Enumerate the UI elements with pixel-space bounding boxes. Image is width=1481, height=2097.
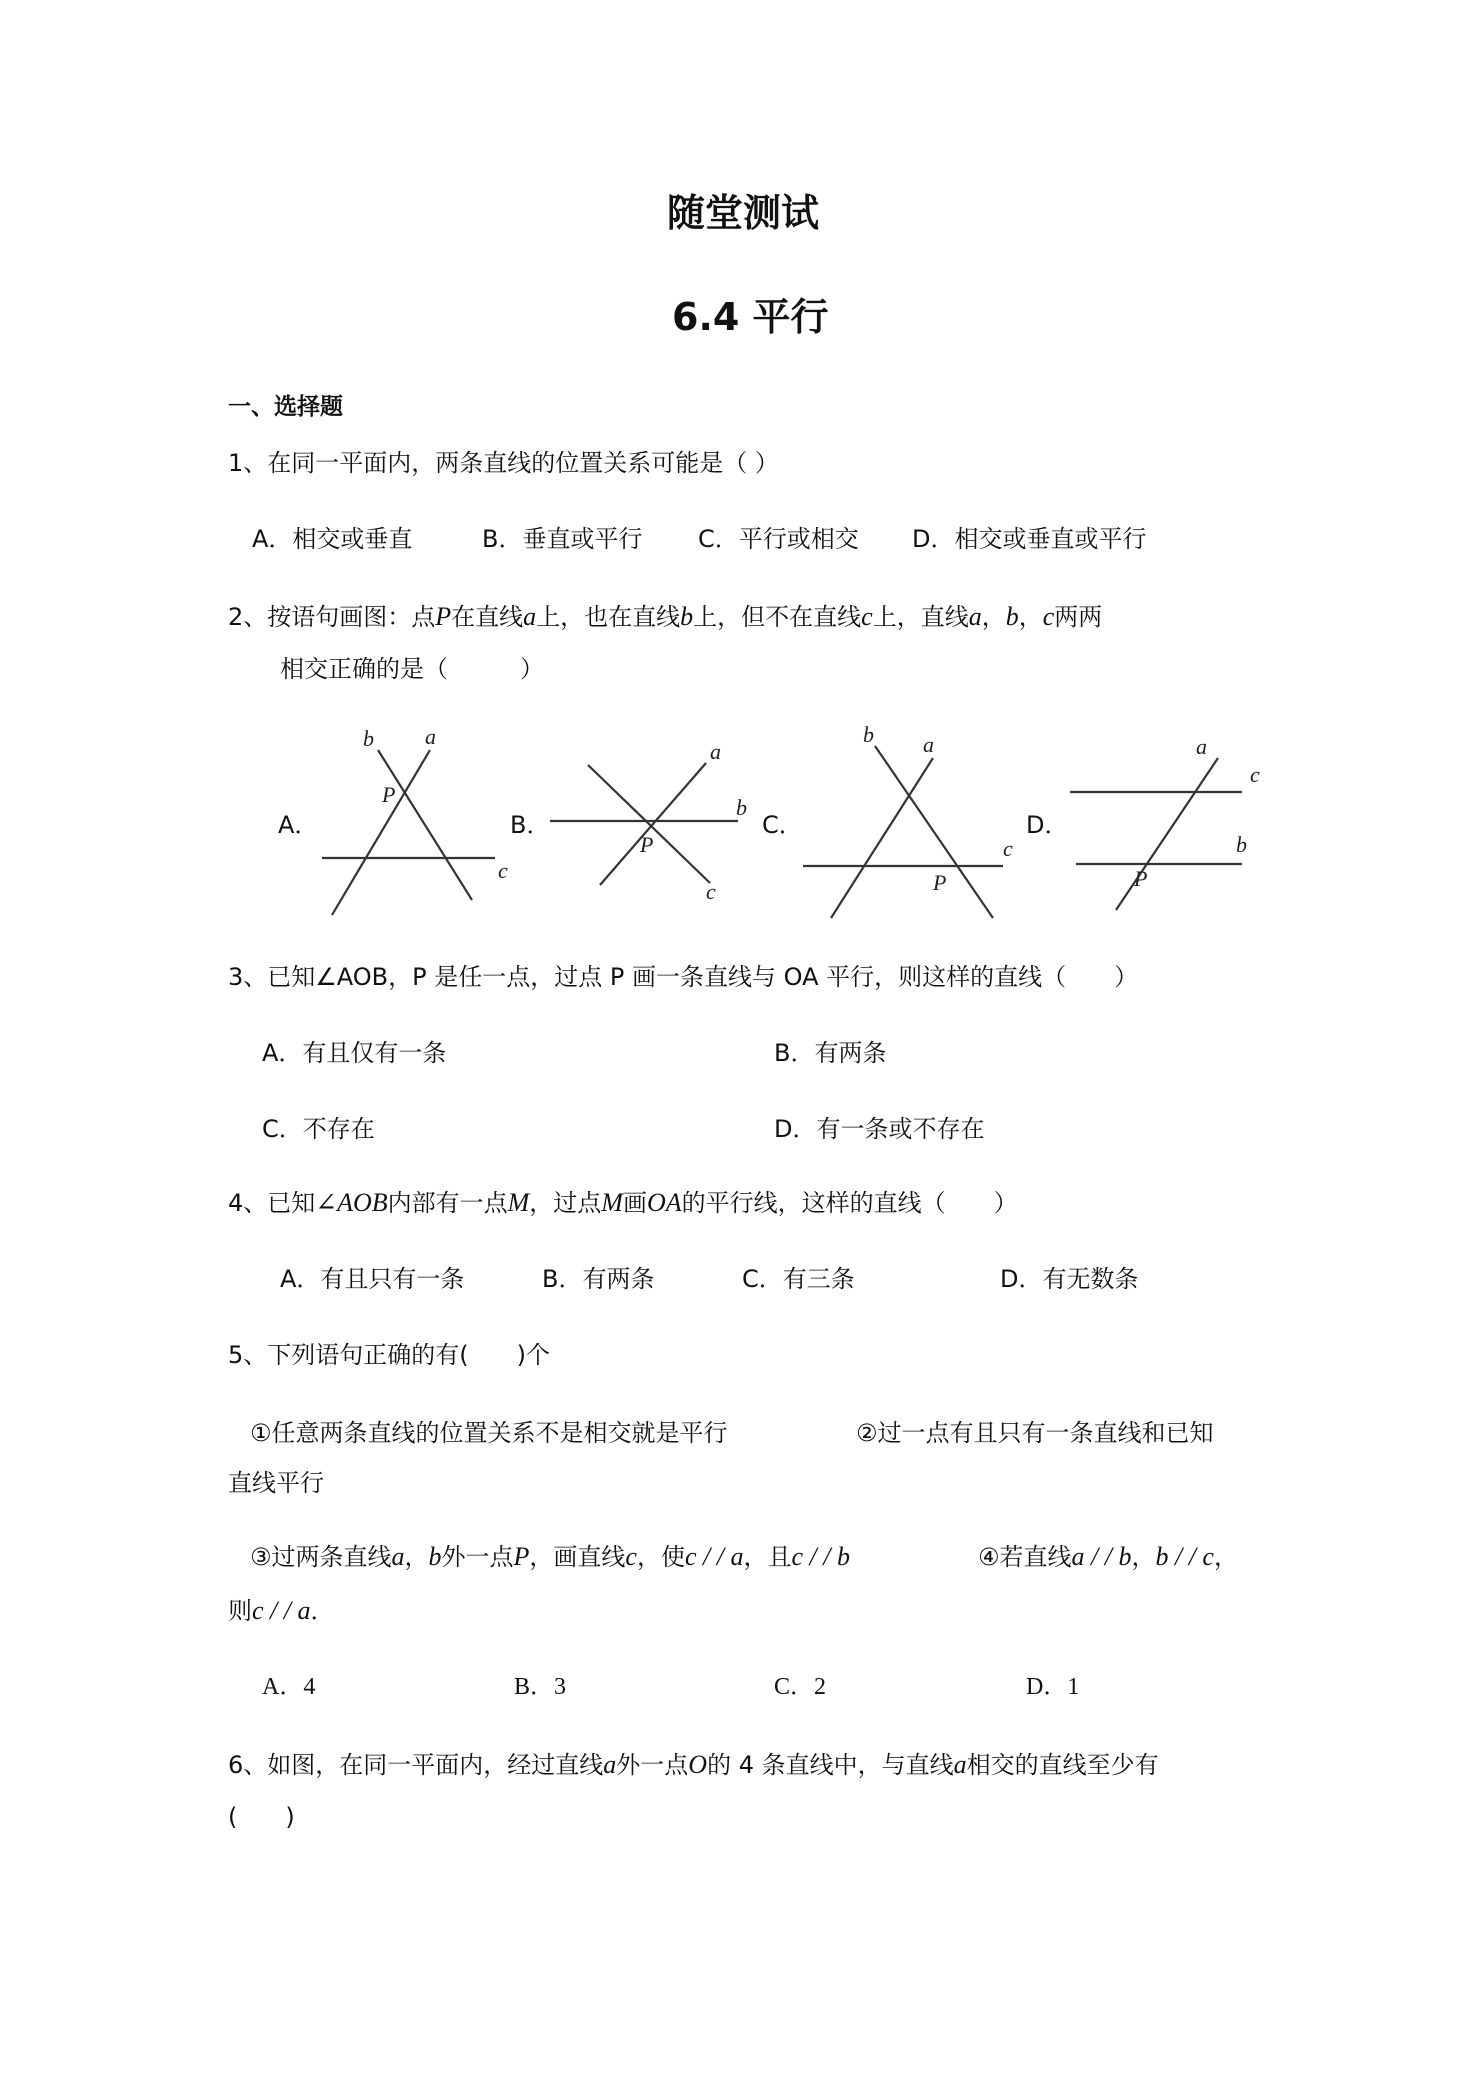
q2-fig-label-c: C． — [762, 811, 803, 839]
q4-angle: ∠AOB — [315, 1188, 388, 1217]
fig-a-label-c: c — [498, 858, 508, 883]
fig-d-label-b: b — [1236, 832, 1247, 857]
q3-option-c: C．不存在 — [262, 1115, 375, 1143]
q2-text-4: 上，但不在直线 — [693, 603, 862, 631]
q5-var-b: b — [428, 1542, 442, 1571]
q4-num: 4、 — [228, 1189, 268, 1217]
q6-num: 6、 — [228, 1751, 268, 1779]
q4-var-m2: M — [601, 1188, 623, 1217]
q5-statement-4b — [228, 1594, 335, 1628]
fig-a-label-b: b — [363, 726, 374, 751]
q2-sep-2: ， — [1018, 603, 1043, 631]
q5-option-d: D．1 — [1026, 1674, 1080, 1700]
q4-option-a: A．有且只有一条 — [280, 1265, 465, 1293]
q5-statement-2a: ②过一点有且只有一条直线和已知 — [856, 1419, 1214, 1447]
q2-var-b: b — [680, 602, 694, 631]
q2-var-a: a — [523, 602, 537, 631]
q5-statement-1: ①任意两条直线的位置关系不是相交就是平行 — [250, 1419, 728, 1447]
q5-option-a: A．4 — [262, 1674, 316, 1700]
q2-figure-c — [795, 718, 1035, 923]
q5-option-c: C．2 — [774, 1674, 827, 1700]
fig-c-line-a — [831, 758, 933, 918]
q2-figure-a — [300, 720, 530, 920]
fig-a-label-p: P — [382, 782, 396, 807]
q1-option-c: C．平行或相交 — [698, 525, 859, 553]
q4-text-4: 画 — [622, 1189, 647, 1217]
fig-c-label-a: a — [923, 732, 934, 757]
q4-text-5: 的平行线，这样的直线（ ） — [681, 1189, 1018, 1217]
q4-text-2: 内部有一点 — [387, 1189, 508, 1217]
q6-text-3: 的 4 条直线中，与直线 — [707, 1751, 954, 1779]
q6-stem-line2: ( ) — [228, 1803, 295, 1831]
fig-c-label-b: b — [863, 722, 874, 747]
fig-d-line-a — [1116, 758, 1218, 910]
q2-text-6: 两两 — [1054, 603, 1103, 631]
q3-option-b: B．有两条 — [774, 1039, 887, 1067]
q2-stem — [228, 600, 1102, 634]
q2-fig-label-a: A． — [278, 811, 319, 839]
q4-option-c: C．有三条 — [742, 1265, 855, 1293]
q1-option-b: B．垂直或平行 — [482, 525, 643, 553]
fig-d-label-c: c — [1250, 762, 1260, 787]
q3-stem: 3、已知∠AOB，P 是任一点，过点 P 画一条直线与 OA 平行，则这样的直线（ ） — [228, 963, 1139, 991]
q5-expr-ca: c / / a — [684, 1542, 744, 1571]
q5-expr-cb: c / / b — [791, 1542, 850, 1571]
q2-var-c2: c — [1042, 602, 1055, 631]
q6-text-1: 如图，在同一平面内，经过直线 — [267, 1751, 604, 1779]
fig-a-line-b — [378, 750, 472, 900]
q2-sep-1: ， — [981, 603, 1006, 631]
q5-expr-ca2: c / / a — [252, 1596, 311, 1625]
q5-stem: 5、下列语句正确的有( )个 — [228, 1341, 550, 1369]
q5-expr-bc: b / / c — [1155, 1542, 1214, 1571]
q2-fig-label-b: B． — [510, 811, 551, 839]
q6-text-2: 外一点 — [616, 1751, 689, 1779]
q6-var-a2: a — [953, 1750, 967, 1779]
q5-var-a: a — [391, 1542, 405, 1571]
q4-var-oa: OA — [646, 1188, 682, 1217]
q2-text-2: 在直线 — [451, 603, 524, 631]
q5-expr-ab: a / / b — [1071, 1542, 1132, 1571]
subtitle-text: 6.4 平行 — [672, 295, 829, 339]
q5-s4-end: ， — [1213, 1543, 1238, 1571]
q5-s4-then: 则 — [228, 1597, 252, 1625]
q5-s3-text-5: ，且 — [743, 1543, 792, 1571]
q5-s4-period: ． — [310, 1597, 335, 1625]
fig-a-label-a: a — [425, 724, 436, 749]
q2-var-b2: b — [1005, 602, 1019, 631]
q5-var-p: P — [513, 1542, 530, 1571]
q6-var-a: a — [603, 1750, 617, 1779]
fig-b-label-a: a — [710, 739, 721, 764]
fig-b-line-c — [588, 765, 710, 883]
q2-var-p: P — [435, 602, 452, 631]
fig-b-label-b: b — [736, 795, 747, 820]
q5-s3-text-3: ，画直线 — [529, 1543, 626, 1571]
q4-option-d: D．有无数条 — [1000, 1265, 1139, 1293]
q1-option-a: A．相交或垂直 — [252, 525, 413, 553]
fig-b-line-a — [600, 763, 706, 885]
q5-statement-2b: 直线平行 — [228, 1469, 324, 1497]
q5-s4-sep: ， — [1131, 1543, 1156, 1571]
q6-text-4: 相交的直线至少有 — [966, 1751, 1159, 1779]
q2-num: 2、 — [228, 603, 268, 631]
q5-s3-sep: ， — [404, 1543, 429, 1571]
q1-stem: 1、在同一平面内，两条直线的位置关系可能是（ ） — [228, 449, 779, 477]
q1-option-d: D．相交或垂直或平行 — [912, 525, 1147, 553]
fig-c-label-c: c — [1003, 836, 1013, 861]
q5-s3-text-4: ，使 — [636, 1543, 685, 1571]
q4-var-m: M — [507, 1188, 530, 1217]
q6-stem — [228, 1748, 1159, 1782]
q5-var-c: c — [625, 1542, 637, 1571]
fig-a-line-a — [332, 750, 430, 915]
fig-b-label-c: c — [706, 879, 716, 904]
page-subtitle — [672, 286, 829, 341]
q3-option-d: D．有一条或不存在 — [774, 1115, 985, 1143]
fig-b-label-p: P — [640, 832, 654, 857]
q4-text-1: 已知 — [267, 1189, 316, 1217]
q2-stem-line2: 相交正确的是（ ） — [280, 655, 544, 683]
q2-figure-d — [1060, 720, 1280, 920]
q5-option-b: B．3 — [514, 1674, 567, 1700]
q4-stem — [228, 1186, 1018, 1220]
q5-statement-3 — [250, 1540, 850, 1574]
q4-option-b: B．有两条 — [542, 1265, 655, 1293]
q3-option-a: A．有且仅有一条 — [262, 1039, 447, 1067]
q2-figure-b — [538, 725, 768, 915]
q4-text-3: ，过点 — [529, 1189, 602, 1217]
q5-s3-text-1: ③过两条直线 — [250, 1543, 392, 1571]
q5-s4-text-1: ④若直线 — [978, 1543, 1072, 1571]
q6-var-o: O — [688, 1750, 708, 1779]
fig-d-label-p: P — [1134, 866, 1148, 891]
q2-fig-label-d: D． — [1026, 811, 1069, 839]
fig-d-label-a: a — [1196, 734, 1207, 759]
q2-text-1: 按语句画图：点 — [267, 603, 436, 631]
q2-var-c: c — [861, 602, 873, 631]
q2-var-a2: a — [968, 602, 982, 631]
fig-c-label-p: P — [933, 870, 947, 895]
page-title: 随堂测试 — [667, 191, 820, 235]
section-heading: 一、选择题 — [228, 394, 343, 420]
q5-s3-text-2: 外一点 — [441, 1543, 514, 1571]
q5-statement-4 — [978, 1540, 1238, 1574]
q2-text-3: 上，也在直线 — [536, 603, 681, 631]
q2-text-5: 上，直线 — [872, 603, 969, 631]
